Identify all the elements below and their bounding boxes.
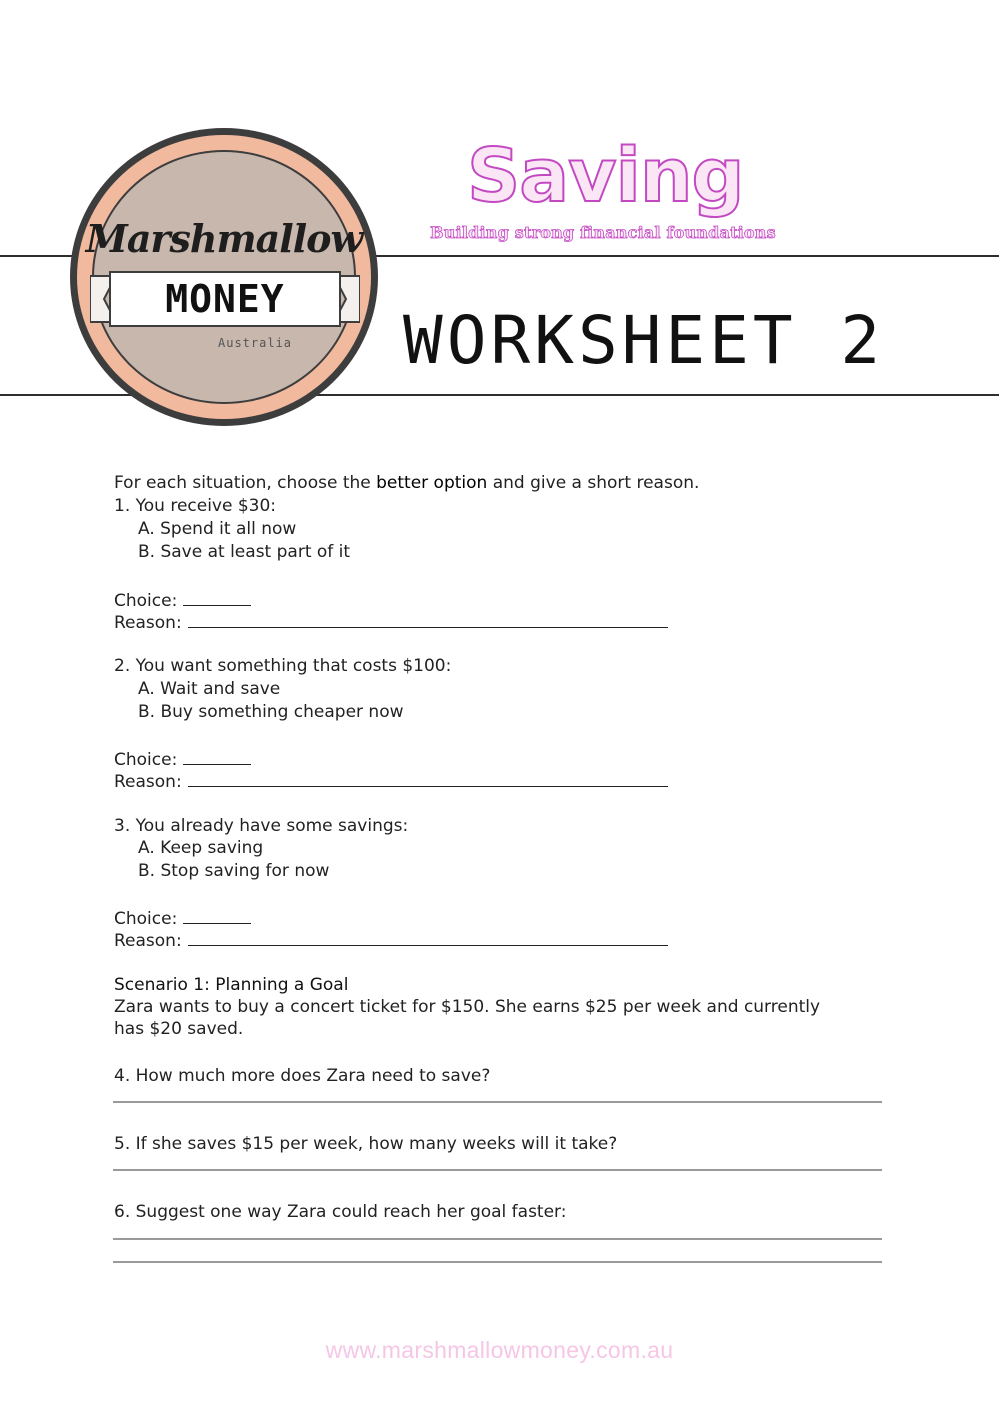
question-2-reason-row	[114, 770, 668, 792]
question-3-option-a: A. Keep saving	[138, 838, 264, 858]
choice-label: Choice:	[114, 591, 178, 611]
question-3-option-b: B. Stop saving for now	[138, 861, 330, 881]
question-5-answer-line[interactable]	[113, 1169, 882, 1171]
topic-tagline: Building strong financial foundations	[430, 223, 776, 242]
reason-label: Reason:	[114, 931, 182, 951]
question-3-prompt: 3. You already have some savings:	[114, 816, 409, 836]
question-4-prompt: 4. How much more does Zara need to save?	[114, 1066, 491, 1086]
question-6-prompt: 6. Suggest one way Zara could reach her goal faster:	[114, 1202, 567, 1222]
question-3-reason-row	[114, 929, 668, 951]
question-2-reason-blank[interactable]	[188, 770, 668, 787]
question-6-answer-line-2[interactable]	[113, 1261, 882, 1263]
instructions	[114, 473, 699, 493]
footer-website: www.marshmallowmoney.com.au	[325, 1337, 674, 1363]
question-2-option-b: B. Buy something cheaper now	[138, 702, 404, 722]
question-1-option-b: B. Save at least part of it	[138, 542, 351, 562]
scenario-text-line-2: has $20 saved.	[114, 1019, 244, 1039]
question-4-answer-line[interactable]	[113, 1101, 882, 1103]
question-1-choice-blank[interactable]	[183, 589, 251, 606]
scenario-text-line-1: Zara wants to buy a concert ticket for $150. She earns $25 per week and currently	[114, 997, 821, 1017]
logo-script-text: Marshmallow	[85, 216, 363, 261]
question-1-reason-row	[114, 611, 668, 633]
question-3-reason-blank[interactable]	[188, 929, 668, 946]
logo-money-text: MONEY	[165, 277, 285, 321]
reason-label: Reason:	[114, 613, 182, 633]
choice-label: Choice:	[114, 909, 178, 929]
question-1-reason-blank[interactable]	[188, 611, 668, 628]
worksheet-title: WORKSHEET 2	[403, 302, 885, 379]
question-1-option-a: A. Spend it all now	[138, 519, 297, 539]
question-3-choice-row	[114, 907, 251, 929]
instructions-text-start: For each situation, choose the	[114, 473, 377, 493]
scenario-title: Scenario 1: Planning a Goal	[114, 975, 349, 995]
question-5-prompt: 5. If she saves $15 per week, how many weeks will it take?	[114, 1134, 618, 1154]
reason-label: Reason:	[114, 772, 182, 792]
question-1-choice-row	[114, 589, 251, 611]
choice-label: Choice:	[114, 750, 178, 770]
topic-title: Saving	[467, 133, 744, 219]
instructions-text-end: and give a short reason.	[487, 473, 700, 493]
question-2-choice-row	[114, 748, 251, 770]
question-2-option-a: A. Wait and save	[138, 679, 281, 699]
question-1-prompt: 1. You receive $30:	[114, 496, 277, 516]
instructions-emphasis: better option	[376, 473, 488, 493]
question-2-choice-blank[interactable]	[183, 748, 251, 765]
marshmallow-money-logo	[70, 128, 378, 426]
logo-country-text: Australia	[218, 336, 293, 350]
question-2-prompt: 2. You want something that costs $100:	[114, 656, 452, 676]
question-3-choice-blank[interactable]	[183, 907, 251, 924]
question-6-answer-line-1[interactable]	[113, 1238, 882, 1240]
